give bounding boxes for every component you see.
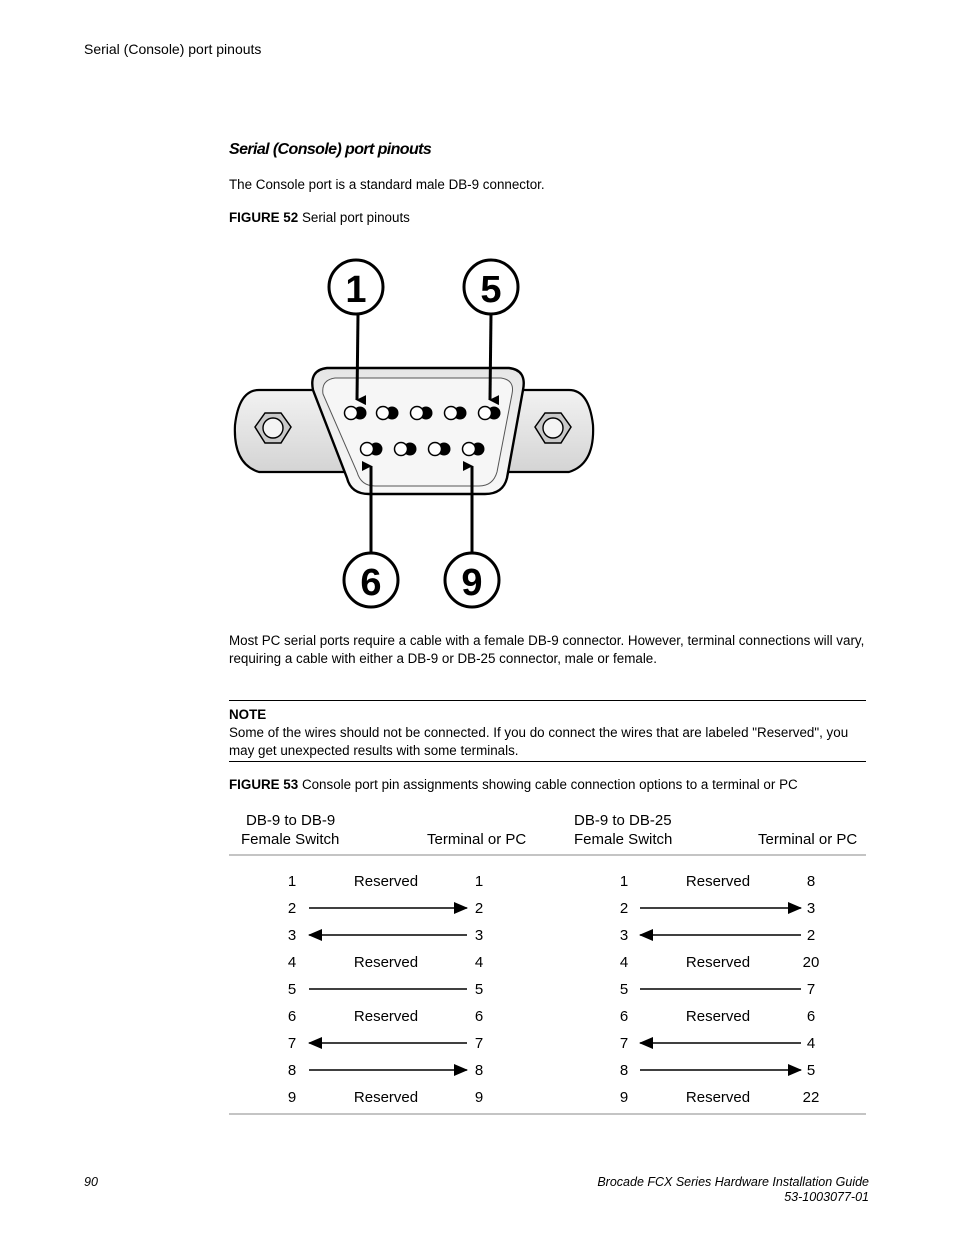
terminal-pin: 6 <box>474 1008 484 1025</box>
terminal-pin: 22 <box>802 1089 820 1106</box>
pin-3 <box>411 407 433 420</box>
pin-row <box>288 873 483 890</box>
table-title-line2: Female Switch <box>241 831 340 848</box>
note-bottom-rule <box>229 761 866 762</box>
table-right-header: Terminal or PC <box>427 831 527 848</box>
table-title-line1: DB-9 to DB-9 <box>246 812 336 829</box>
switch-pin: 9 <box>619 1089 629 1106</box>
pin-row <box>288 927 483 944</box>
intro-paragraph: The Console port is a standard male DB-9 connector. <box>229 177 545 192</box>
running-header: Serial (Console) port pinouts <box>84 41 262 57</box>
switch-pin: 5 <box>619 981 629 998</box>
pin-row <box>620 873 815 890</box>
switch-pin: 1 <box>287 873 297 890</box>
pin-row <box>620 900 815 917</box>
switch-pin: 5 <box>287 981 297 998</box>
guide-title: Brocade FCX Series Hardware Installation Guide <box>597 1175 869 1189</box>
reserved-label: Reserved <box>685 873 751 890</box>
terminal-pin: 3 <box>474 927 484 944</box>
pin-row <box>620 1089 820 1106</box>
terminal-pin: 4 <box>474 954 484 971</box>
switch-pin: 4 <box>619 954 629 971</box>
section-title: Serial (Console) port pinouts <box>229 141 432 158</box>
pin-row <box>620 954 820 971</box>
switch-pin: 7 <box>619 1035 629 1052</box>
pin-row <box>288 1035 483 1052</box>
note-top-rule <box>229 700 866 701</box>
pin-7 <box>395 443 417 456</box>
reserved-label: Reserved <box>353 954 419 971</box>
d-sub-shell <box>312 368 523 494</box>
pin-1 <box>345 407 367 420</box>
callout-label-9: 9 <box>461 562 483 604</box>
terminal-pin: 4 <box>806 1035 816 1052</box>
reserved-label: Reserved <box>353 873 419 890</box>
switch-pin: 6 <box>619 1008 629 1025</box>
pin-row <box>620 1035 815 1052</box>
terminal-pin: 5 <box>806 1062 816 1079</box>
switch-pin: 8 <box>619 1062 629 1079</box>
note-label: NOTE <box>229 707 267 722</box>
switch-pin: 8 <box>287 1062 297 1079</box>
terminal-pin: 8 <box>806 873 816 890</box>
switch-pin: 6 <box>287 1008 297 1025</box>
pin-4 <box>445 407 467 420</box>
figure-53-caption <box>229 776 798 794</box>
pin-8 <box>429 443 451 456</box>
switch-pin: 7 <box>287 1035 297 1052</box>
figure-53-label: FIGURE 53 <box>229 777 299 792</box>
pin-row <box>288 900 483 917</box>
terminal-pin: 5 <box>474 981 484 998</box>
reserved-label: Reserved <box>685 1089 751 1106</box>
terminal-pin: 20 <box>802 954 820 971</box>
terminal-pin: 7 <box>806 981 816 998</box>
terminal-pin: 1 <box>474 873 484 890</box>
db9-to-db25-table <box>574 812 857 1106</box>
db9-connector-figure <box>229 250 609 615</box>
switch-pin: 2 <box>287 900 297 917</box>
pin-row <box>288 954 483 971</box>
switch-pin: 2 <box>619 900 629 917</box>
cable-requirements-paragraph: Most PC serial ports require a cable with a female DB-9 connector. However, terminal connections will vary, requiring a cable with either a DB-9 or DB-25 connector, male or female. <box>229 633 865 666</box>
switch-pin: 3 <box>619 927 629 944</box>
pin-row <box>288 1008 483 1025</box>
pin-5 <box>479 407 501 420</box>
terminal-pin: 7 <box>474 1035 484 1052</box>
pin-row <box>288 981 483 998</box>
terminal-pin: 6 <box>806 1008 816 1025</box>
callout-label-1: 1 <box>345 269 367 311</box>
figure-52-caption-text: Serial port pinouts <box>301 210 410 225</box>
pin-row <box>620 981 815 998</box>
switch-pin: 9 <box>287 1089 297 1106</box>
figure-52-label: FIGURE 52 <box>229 210 299 225</box>
note-text: Some of the wires should not be connected. If you do connect the wires that are labeled "Reserved", you may get unexpected results with some terminals. <box>229 725 849 758</box>
table-title-line1: DB-9 to DB-25 <box>574 812 672 829</box>
terminal-pin: 9 <box>474 1089 484 1106</box>
callout-label-5: 5 <box>480 269 502 311</box>
terminal-pin: 2 <box>474 900 484 917</box>
switch-pin: 4 <box>287 954 297 971</box>
figure-52-caption <box>229 209 410 227</box>
pin-row <box>288 1089 483 1106</box>
terminal-pin: 2 <box>806 927 816 944</box>
pin-6 <box>361 443 383 456</box>
terminal-pin: 3 <box>806 900 816 917</box>
table-right-header: Terminal or PC <box>758 831 858 848</box>
table-title-line2: Female Switch <box>574 831 673 848</box>
pin-row <box>620 1062 815 1079</box>
document-number: 53-1003077-01 <box>784 1190 869 1204</box>
page-number: 90 <box>84 1175 98 1189</box>
pin-assignment-figure <box>229 805 869 1120</box>
pin-row <box>288 1062 483 1079</box>
reserved-label: Reserved <box>685 1008 751 1025</box>
reserved-label: Reserved <box>353 1008 419 1025</box>
reserved-label: Reserved <box>353 1089 419 1106</box>
pin-row <box>620 1008 815 1025</box>
switch-pin: 3 <box>287 927 297 944</box>
pin-2 <box>377 407 399 420</box>
db9-to-db9-table <box>241 812 526 1106</box>
figure-53-caption-text: Console port pin assignments showing cable connection options to a terminal or PC <box>301 777 798 792</box>
callout-label-6: 6 <box>360 562 382 604</box>
pin-row <box>620 927 815 944</box>
terminal-pin: 8 <box>474 1062 484 1079</box>
pin-9 <box>463 443 485 456</box>
switch-pin: 1 <box>619 873 629 890</box>
reserved-label: Reserved <box>685 954 751 971</box>
